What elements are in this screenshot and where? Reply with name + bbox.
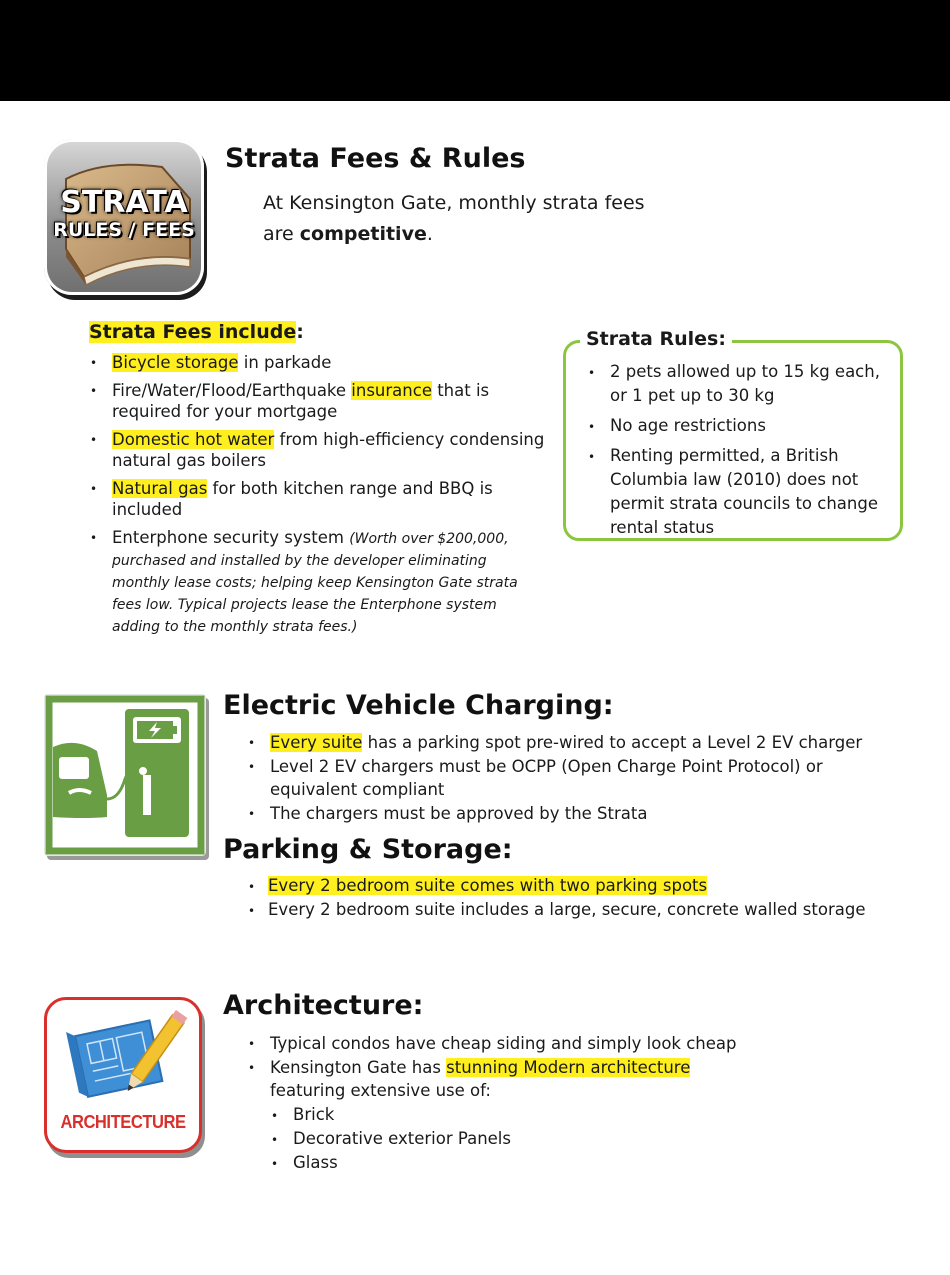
list-item: • 2 pets allowed up to 15 kg each, or 1 pet up to 30 kg [588,360,898,408]
list-item: • Brick [271,1103,671,1127]
list-item: • No age restrictions [588,414,898,438]
list-item [248,802,868,826]
architecture-icon-label: ARCHITECTURE [60,1112,186,1132]
strata-intro [263,188,683,250]
intro-line1: At Kensington Gate, monthly strata fees [263,192,645,214]
top-banner [0,0,950,101]
intro-competitive: competitive [299,223,427,245]
list-item: • Typical condos have cheap siding and simply look cheap [248,1032,868,1056]
architecture-blueprint-icon [44,997,202,1153]
list-item [248,898,888,922]
list-item [248,1056,868,1103]
fees-heading-colon: : [296,321,304,343]
fee-text: in parkade [238,353,332,372]
fee-text: that is required for your mortgage [112,381,490,421]
arch-highlight: stunning Modern architecture [446,1057,691,1077]
fee-highlight: Bicycle storage [112,353,239,372]
ev-text: The chargers must be approved by the Strata [270,803,648,823]
list-item [90,429,545,471]
list-item [90,527,545,637]
materials-list [271,1103,671,1175]
list-item [90,478,545,520]
parking-text: Every 2 bedroom suite includes a large, secure, concrete walled storage [268,900,866,919]
architecture-list [248,1032,868,1103]
parking-section-title: Parking & Storage: [223,834,513,865]
list-item [90,352,545,373]
icon-label-rules-fees: RULES / FEES [53,219,195,241]
ev-list [248,731,868,825]
parking-list [248,874,888,922]
fee-text: from high-efficiency condensing natural gas boilers [112,430,545,470]
arch-text: featuring extensive use of: [270,1081,491,1100]
fees-list [90,352,545,644]
fee-italic-note: (Worth over $200,000, purchased and installed by the developer eliminating monthly lease costs; helping keep Kensington Gate strata fees low. Typical projects lease the Enterphone system adding to the monthly strata fees.) [112,531,518,635]
fee-text: Fire/Water/Flood/Earthquake [112,381,352,400]
ev-text: has a parking spot pre-wired to accept a Level 2 EV charger [362,733,863,752]
intro-period: . [426,223,433,245]
rules-list [588,360,898,546]
fee-highlight: Domestic hot water [112,430,275,449]
list-item [248,874,888,898]
fee-text: Enterphone security system [112,528,350,547]
strata-rules-title: Strata Rules: [580,328,732,350]
list-item: • Decorative exterior Panels [271,1127,671,1151]
fee-highlight: insurance [351,381,432,400]
ev-text: Level 2 EV chargers must be OCPP (Open Charge Point Protocol) or equivalent compliant [270,756,823,799]
ev-section-title: Electric Vehicle Charging: [223,690,614,721]
list-item: • Glass [271,1151,671,1175]
list-item [248,755,868,802]
list-item: • Renting permitted, a British Columbia law (2010) does not permit strata councils to change rental status [588,444,898,540]
parking-highlight: Every 2 bedroom suite comes with two parking spots [268,876,708,895]
intro-line2: are [263,223,300,245]
list-item [90,380,545,422]
fee-highlight: Natural gas [112,479,208,498]
arch-text: Kensington Gate has [270,1057,447,1077]
fees-heading-text: Strata Fees include [89,321,297,343]
strata-section-title: Strata Fees & Rules [225,143,526,174]
fees-heading [89,321,304,343]
ev-highlight: Every suite [270,733,363,752]
ev-charging-icon [44,694,206,856]
icon-label-strata: STRATA [60,185,188,220]
strata-book-icon [44,139,204,295]
fee-text: for both kitchen range and BBQ is included [112,479,493,519]
list-item [248,731,868,755]
architecture-section-title: Architecture: [223,990,424,1021]
